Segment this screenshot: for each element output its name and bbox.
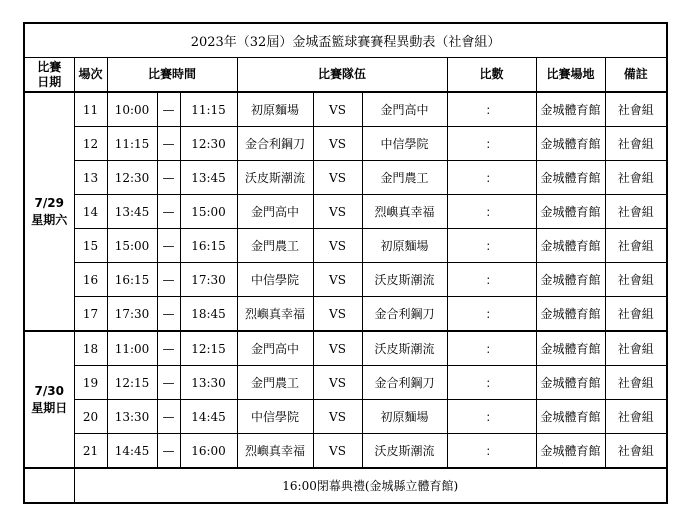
home-team: 初原麵場 (237, 92, 313, 127)
game-number: 17 (74, 297, 107, 332)
venue: 金城體育館 (536, 297, 605, 332)
end-time: 12:30 (180, 127, 237, 161)
versus-label: VS (313, 229, 362, 263)
start-time: 11:15 (107, 127, 157, 161)
game-number: 18 (74, 331, 107, 366)
start-time: 12:15 (107, 366, 157, 400)
score: ： (447, 263, 536, 297)
game-number: 16 (74, 263, 107, 297)
end-time: 13:30 (180, 366, 237, 400)
venue: 金城體育館 (536, 263, 605, 297)
time-dash: — (157, 434, 180, 469)
venue: 金城體育館 (536, 127, 605, 161)
score: ： (447, 434, 536, 469)
note: 社會組 (605, 127, 667, 161)
table-row (24, 297, 667, 332)
versus-label: VS (313, 297, 362, 332)
end-time: 11:15 (180, 92, 237, 127)
time-dash: — (157, 127, 180, 161)
score: ： (447, 400, 536, 434)
match-date-cell (24, 331, 74, 468)
start-time: 11:00 (107, 331, 157, 366)
schedule-table (23, 22, 668, 504)
header-game-no: 場次 (74, 58, 107, 93)
footer-row (24, 468, 667, 503)
versus-label: VS (313, 161, 362, 195)
closing-ceremony-note: 16:00閉幕典禮(金城縣立體育館) (74, 468, 667, 503)
versus-label: VS (313, 434, 362, 469)
match-weekday: 星期六 (31, 212, 68, 227)
table-row (24, 127, 667, 161)
home-team: 金門農工 (237, 229, 313, 263)
end-time: 15:00 (180, 195, 237, 229)
table-row (24, 229, 667, 263)
time-dash: — (157, 297, 180, 332)
time-dash: — (157, 161, 180, 195)
match-date: 7/30 (34, 383, 64, 398)
time-dash: — (157, 331, 180, 366)
venue: 金城體育館 (536, 434, 605, 469)
time-dash: — (157, 92, 180, 127)
versus-label: VS (313, 366, 362, 400)
end-time: 16:00 (180, 434, 237, 469)
table-row (24, 161, 667, 195)
score: ： (447, 297, 536, 332)
footer-blank-cell (24, 468, 74, 503)
home-team: 中信學院 (237, 263, 313, 297)
table-row (24, 92, 667, 127)
away-team: 中信學院 (362, 127, 447, 161)
start-time: 10:00 (107, 92, 157, 127)
note: 社會組 (605, 229, 667, 263)
home-team: 金門高中 (237, 331, 313, 366)
home-team: 金門農工 (237, 366, 313, 400)
venue: 金城體育館 (536, 161, 605, 195)
table-row (24, 263, 667, 297)
note: 社會組 (605, 195, 667, 229)
schedule-sheet (23, 22, 666, 504)
time-dash: — (157, 195, 180, 229)
score: ： (447, 127, 536, 161)
header-score: 比數 (447, 58, 536, 93)
away-team: 初原麵場 (362, 400, 447, 434)
match-date: 7/29 (34, 195, 64, 210)
away-team: 沃皮斯潮流 (362, 263, 447, 297)
venue: 金城體育館 (536, 366, 605, 400)
end-time: 14:45 (180, 400, 237, 434)
note: 社會組 (605, 434, 667, 469)
match-weekday: 星期日 (31, 400, 68, 415)
home-team: 金門高中 (237, 195, 313, 229)
note: 社會組 (605, 263, 667, 297)
away-team: 沃皮斯潮流 (362, 434, 447, 469)
start-time: 12:30 (107, 161, 157, 195)
time-dash: — (157, 366, 180, 400)
score: ： (447, 195, 536, 229)
venue: 金城體育館 (536, 400, 605, 434)
game-number: 15 (74, 229, 107, 263)
away-team: 金合利鋼刀 (362, 297, 447, 332)
game-number: 11 (74, 92, 107, 127)
header-note: 備註 (605, 58, 667, 93)
away-team: 初原麵場 (362, 229, 447, 263)
versus-label: VS (313, 92, 362, 127)
start-time: 13:45 (107, 195, 157, 229)
match-date-cell (24, 92, 74, 331)
time-dash: — (157, 263, 180, 297)
table-row (24, 400, 667, 434)
score: ： (447, 331, 536, 366)
end-time: 16:15 (180, 229, 237, 263)
header-teams: 比賽隊伍 (237, 58, 447, 93)
header-time: 比賽時間 (107, 58, 237, 93)
header-row (24, 58, 667, 93)
note: 社會組 (605, 331, 667, 366)
venue: 金城體育館 (536, 331, 605, 366)
game-number: 20 (74, 400, 107, 434)
game-number: 13 (74, 161, 107, 195)
table-row (24, 434, 667, 469)
score: ： (447, 366, 536, 400)
start-time: 17:30 (107, 297, 157, 332)
versus-label: VS (313, 195, 362, 229)
away-team: 烈嶼真幸福 (362, 195, 447, 229)
note: 社會組 (605, 400, 667, 434)
versus-label: VS (313, 400, 362, 434)
score: ： (447, 92, 536, 127)
note: 社會組 (605, 297, 667, 332)
schedule-title: 2023年（32屆）金城盃籃球賽賽程異動表（社會組） (24, 23, 667, 58)
game-number: 21 (74, 434, 107, 469)
home-team: 沃皮斯潮流 (237, 161, 313, 195)
away-team: 金合利鋼刀 (362, 366, 447, 400)
home-team: 烈嶼真幸福 (237, 434, 313, 469)
game-number: 14 (74, 195, 107, 229)
end-time: 17:30 (180, 263, 237, 297)
start-time: 16:15 (107, 263, 157, 297)
header-date: 比賽 日期 (24, 58, 74, 93)
table-row (24, 331, 667, 366)
note: 社會組 (605, 161, 667, 195)
home-team: 烈嶼真幸福 (237, 297, 313, 332)
start-time: 14:45 (107, 434, 157, 469)
home-team: 中信學院 (237, 400, 313, 434)
end-time: 18:45 (180, 297, 237, 332)
score: ： (447, 229, 536, 263)
game-number: 19 (74, 366, 107, 400)
header-venue: 比賽場地 (536, 58, 605, 93)
venue: 金城體育館 (536, 92, 605, 127)
away-team: 沃皮斯潮流 (362, 331, 447, 366)
score: ： (447, 161, 536, 195)
away-team: 金門農工 (362, 161, 447, 195)
end-time: 13:45 (180, 161, 237, 195)
note: 社會組 (605, 92, 667, 127)
start-time: 13:30 (107, 400, 157, 434)
versus-label: VS (313, 127, 362, 161)
versus-label: VS (313, 331, 362, 366)
home-team: 金合利鋼刀 (237, 127, 313, 161)
venue: 金城體育館 (536, 229, 605, 263)
note: 社會組 (605, 366, 667, 400)
start-time: 15:00 (107, 229, 157, 263)
table-row (24, 195, 667, 229)
end-time: 12:15 (180, 331, 237, 366)
time-dash: — (157, 229, 180, 263)
game-number: 12 (74, 127, 107, 161)
table-row (24, 366, 667, 400)
away-team: 金門高中 (362, 92, 447, 127)
venue: 金城體育館 (536, 195, 605, 229)
time-dash: — (157, 400, 180, 434)
versus-label: VS (313, 263, 362, 297)
